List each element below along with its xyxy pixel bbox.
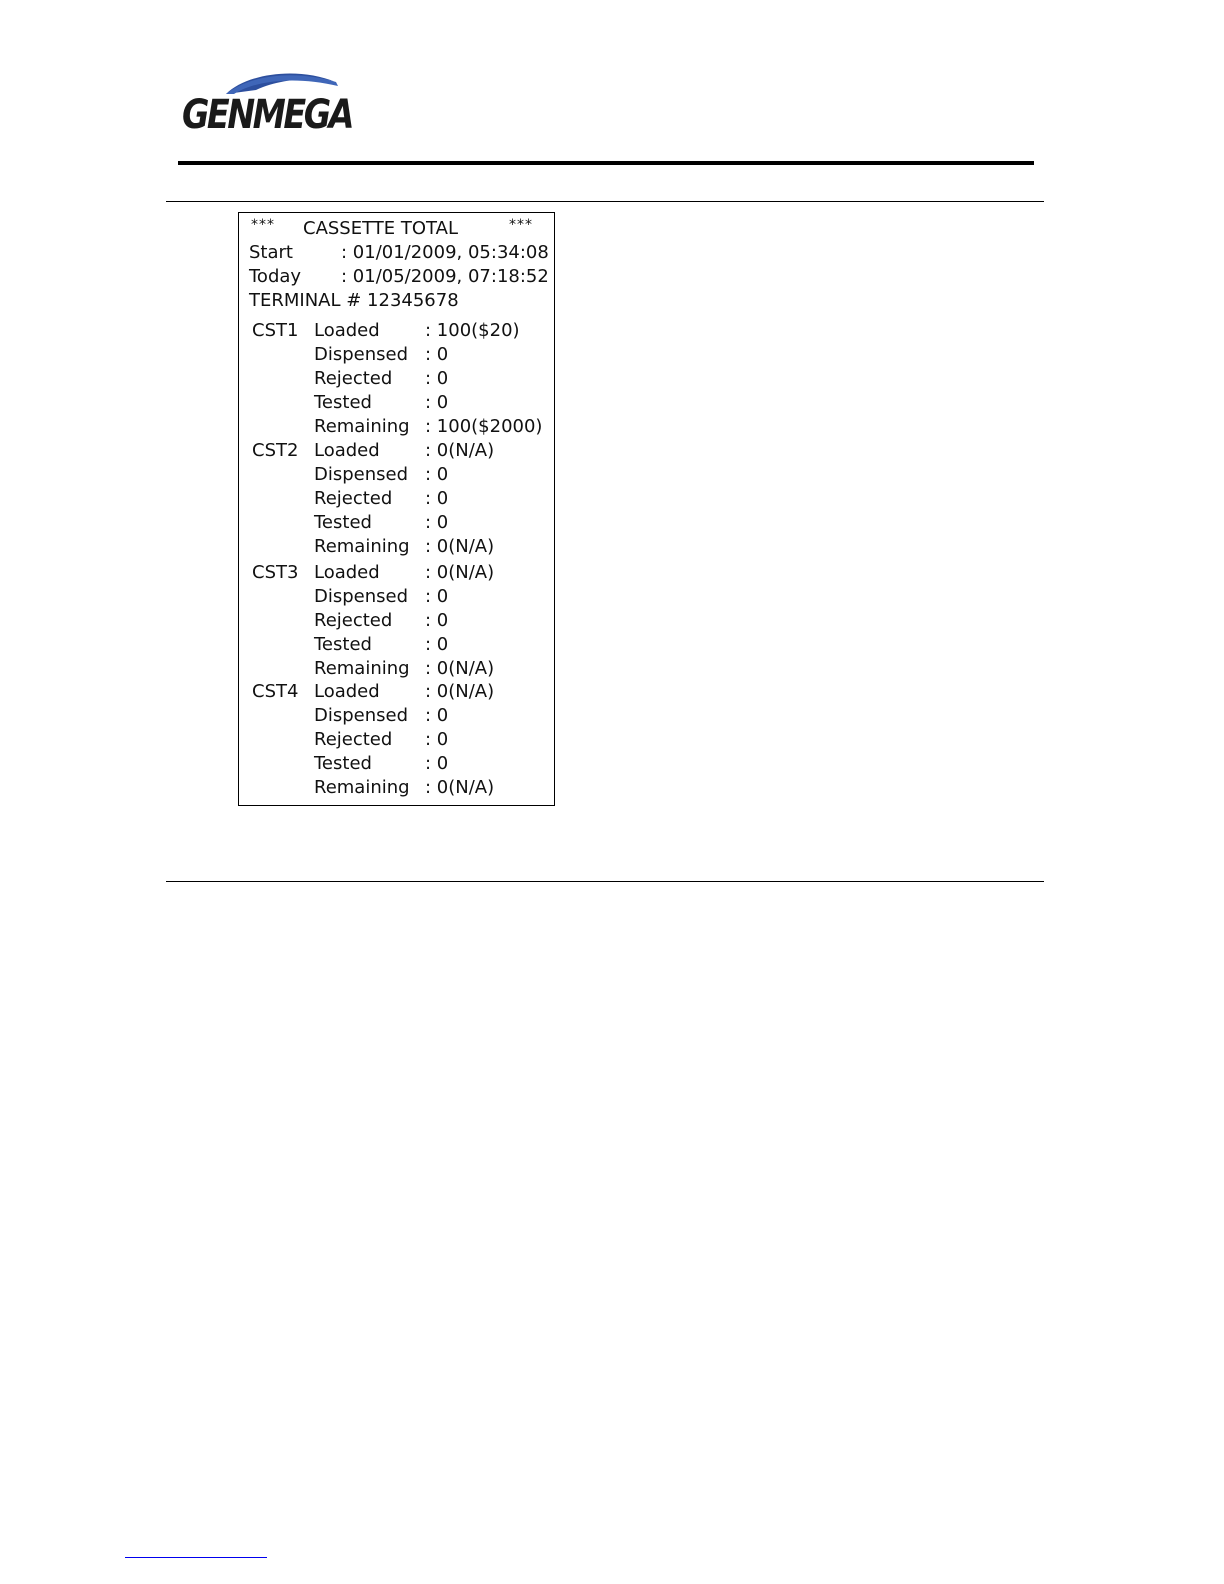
cassette-row — [239, 609, 556, 633]
today-label: Today — [249, 266, 302, 287]
cassette-row — [239, 487, 556, 511]
cassette-row — [239, 511, 556, 535]
title-stars-right: *** — [509, 217, 533, 233]
logo-text: GENMEGA — [182, 92, 353, 138]
cassette-row — [239, 367, 556, 391]
field-value: : 0 — [425, 586, 449, 607]
field-value: : 0 — [425, 392, 449, 413]
field-label: Loaded — [314, 562, 380, 583]
field-label: Remaining — [314, 416, 410, 437]
field-value: : 0(N/A) — [425, 658, 495, 679]
cassette-row — [239, 415, 556, 439]
cassette-row — [239, 535, 556, 559]
cassette-row — [239, 633, 556, 657]
field-value: : 0 — [425, 729, 449, 750]
header-rule — [178, 161, 1034, 165]
field-label: Loaded — [314, 440, 380, 461]
cassette-name: CST1 — [252, 320, 299, 341]
field-value: : 0(N/A) — [425, 562, 495, 583]
field-label: Tested — [314, 512, 372, 533]
field-label: Loaded — [314, 681, 380, 702]
field-value: : 100($2000) — [425, 416, 543, 437]
cassette-row — [239, 704, 556, 728]
field-label: Remaining — [314, 658, 410, 679]
field-label: Tested — [314, 392, 372, 413]
start-label: Start — [249, 242, 293, 263]
cassette-name: CST2 — [252, 440, 299, 461]
cassette-name: CST3 — [252, 562, 299, 583]
field-value: : 0(N/A) — [425, 536, 495, 557]
field-value: : 0 — [425, 368, 449, 389]
cassette-row — [239, 585, 556, 609]
field-value: : 100($20) — [425, 320, 520, 341]
title-stars-left: *** — [251, 217, 275, 233]
field-value: : 0(N/A) — [425, 681, 495, 702]
field-label: Dispensed — [314, 705, 409, 726]
section-divider-bottom — [166, 881, 1044, 882]
field-value: : 0 — [425, 610, 449, 631]
cassette-name: CST4 — [252, 681, 299, 702]
field-label: Loaded — [314, 320, 380, 341]
receipt-title — [239, 217, 556, 241]
start-value: : 01/01/2009, 05:34:08 — [341, 242, 549, 263]
field-label: Rejected — [314, 610, 393, 631]
field-value: : 0(N/A) — [425, 440, 495, 461]
cassette-row — [239, 728, 556, 752]
field-value: : 0 — [425, 512, 449, 533]
field-label: Dispensed — [314, 464, 409, 485]
field-value: : 0 — [425, 344, 449, 365]
cassette-row — [239, 319, 556, 343]
field-label: Remaining — [314, 536, 410, 557]
cassette-row — [239, 657, 556, 681]
field-value: : 0 — [425, 464, 449, 485]
cassette-row — [239, 561, 556, 585]
cassette-row — [239, 776, 556, 800]
field-value: : 0(N/A) — [425, 777, 495, 798]
cassette-total-receipt — [238, 212, 555, 806]
cassette-row — [239, 439, 556, 463]
cassette-row — [239, 391, 556, 415]
field-label: Rejected — [314, 488, 393, 509]
field-value: : 0 — [425, 705, 449, 726]
cassette-row — [239, 752, 556, 776]
section-divider-top — [166, 201, 1044, 202]
receipt-title-text: CASSETTE TOTAL — [303, 218, 458, 239]
field-label: Rejected — [314, 368, 393, 389]
field-label: Remaining — [314, 777, 410, 798]
genmega-logo — [176, 68, 358, 138]
field-label: Dispensed — [314, 344, 409, 365]
cassette-row — [239, 463, 556, 487]
field-value: : 0 — [425, 634, 449, 655]
cassette-row — [239, 343, 556, 367]
field-label: Tested — [314, 634, 372, 655]
field-value: : 0 — [425, 488, 449, 509]
terminal-number: TERMINAL # 12345678 — [249, 290, 459, 311]
field-label: Rejected — [314, 729, 393, 750]
cassette-row — [239, 680, 556, 704]
today-value: : 01/05/2009, 07:18:52 — [341, 266, 549, 287]
field-label: Dispensed — [314, 586, 409, 607]
footer-link-underline[interactable] — [125, 1557, 267, 1558]
field-label: Tested — [314, 753, 372, 774]
field-value: : 0 — [425, 753, 449, 774]
